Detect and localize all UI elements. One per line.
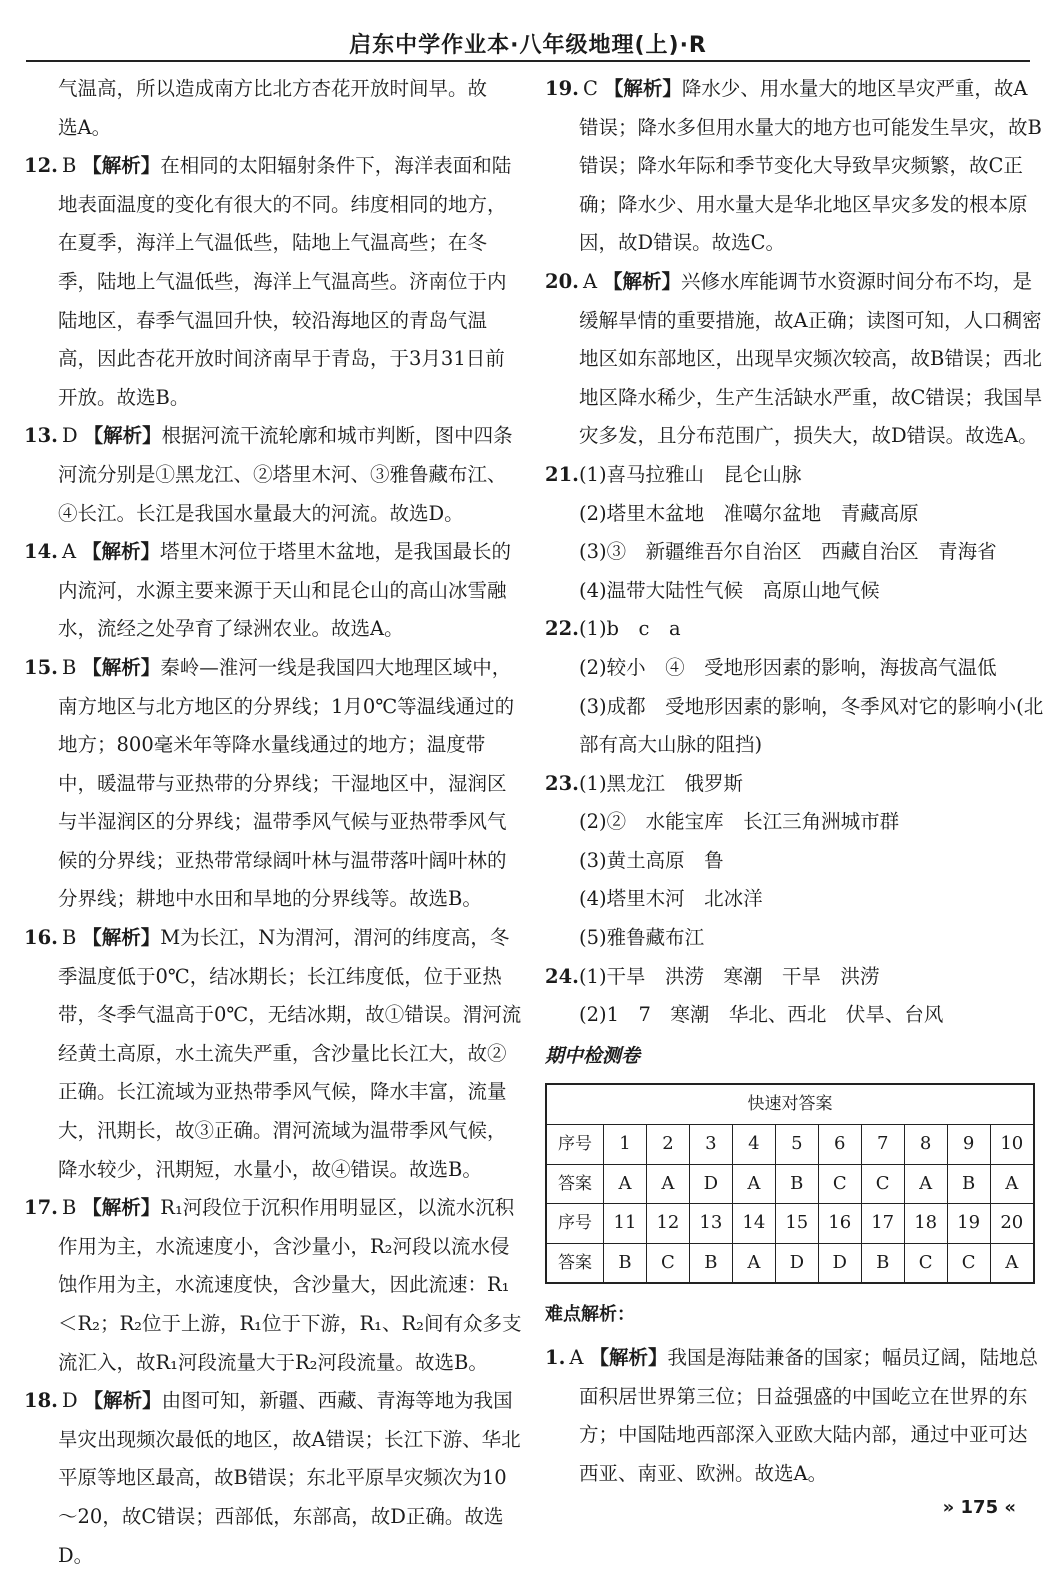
analysis-tag: 【解析】 [83,1389,162,1413]
question-21 [545,456,1045,610]
right-answer-list [545,70,1045,456]
table-caption: 快速对答案 [546,1084,1034,1124]
row-header: 答案 [546,1243,604,1283]
quick-answer-table [545,1083,1035,1284]
table-cell: 4 [732,1125,775,1165]
row-header: 序号 [546,1125,604,1165]
question-number: 24. [545,964,579,988]
answer-item [545,263,1045,456]
analysis-text: 秦岭—淮河一线是我国四大地理区域中，南方地区与北方地区的分界线；1月0℃等温线通过的地方；800毫米年等降水量线通过的地方；温度带中，暖温带与亚热带的分界线；干湿地区中，湿润区与半湿润区的分界线；温带季风气候与亚热带季风气候的分界线；亚热带常绿阔叶林与温带落叶阔叶林的分界线；耕地中水田和旱地的分界线等。故选B。 [58,655,515,911]
left-column [24,70,524,1575]
answer-line: (4)温带大陆性气候 高原山地气候 [579,578,880,602]
question-number: 20. [545,269,579,293]
table-cell: 6 [818,1125,861,1165]
question-number: 19. [545,77,579,100]
table-cell: 5 [775,1125,818,1165]
row-header: 序号 [546,1204,604,1244]
answer-letter: B [61,655,77,679]
analysis-text: 兴修水库能调节水资源时间分布不均，是缓解旱情的重要措施，故A正确；读图可知，人口稠密地区如东部地区，出现旱灾频次较高，故B错误；西北地区降水稀少，生产生活缺水严重，故C错误；我国旱灾多发，且分布范围广，损失大，故D错误。故选A。 [579,269,1043,448]
table-cell: 1 [604,1125,647,1165]
analysis-tag: 【解析】 [82,655,161,679]
question-number: 22. [545,617,579,641]
table-cell: 16 [818,1204,861,1244]
table-row [546,1243,1034,1283]
question-number: 18. [24,1389,58,1413]
table-cell: B [604,1243,647,1283]
analysis-tag: 【解析】 [82,926,161,950]
table-cell: 13 [689,1204,732,1244]
table-cell: C [646,1243,689,1283]
table-cell: A [732,1243,775,1283]
table-cell: D [689,1164,732,1204]
question-number: 16. [24,926,58,950]
answer-line: (2)1 7 寒潮 华北、西北 伏旱、台风 [579,1003,944,1027]
question-number: 13. [24,424,58,448]
table-cell: A [646,1164,689,1204]
answer-item [24,147,524,417]
analysis-text: 根据河流干流轮廓和城市判断，图中四条河流分别是①黑龙江、②塔里木河、③雅鲁藏布江、④长江。长江是我国水量最大的河流。故选D。 [58,424,513,525]
analysis-tag: 【解析】 [82,154,161,178]
table-cell: A [990,1164,1034,1204]
table-cell: 3 [689,1125,732,1165]
left-answer-list [24,147,524,1575]
answer-line: (1)b c a [578,617,681,641]
question-number: 23. [545,771,579,795]
answer-line: (2)较小 ④ 受地形因素的影响，海拔高气温低 [579,655,997,679]
table-cell: B [689,1243,732,1283]
table-cell: 11 [604,1204,647,1244]
difficult-analysis-title: 难点解析： [545,1304,635,1326]
analysis-text: 由图可知，新疆、西藏、青海等地为我国旱灾出现频次最低的地区，故A错误；长江下游、华北平原等地区最高，故B错误；东北平原旱灾频次为10～20，故C错误；西部低，东部高，故D正确。故选D。 [58,1389,521,1567]
answer-line: (2)② 水能宝库 长江三角洲城市群 [579,810,900,834]
question-number: 1. [545,1346,566,1369]
answer-line: (3)成都 受地形因素的影响，冬季风对它的影响小(北部有高大山脉的阻挡) [579,694,1044,757]
answer-line: (5)雅鲁藏布江 [579,926,705,950]
answer-line: (3)③ 新疆维吾尔自治区 西藏自治区 青海省 [579,540,997,564]
answer-item [24,919,524,1189]
table-row [546,1204,1034,1244]
row-header: 答案 [546,1164,604,1204]
table-cell: C [947,1243,990,1283]
table-row [546,1164,1034,1204]
answer-item [24,417,524,533]
page-header: 启东中学作业本·八年级地理(上)·R [349,33,707,58]
intro-line: 选A。 [58,115,112,139]
table-cell: 17 [861,1204,904,1244]
section-title: 期中检测卷 [545,1044,641,1067]
table-row [546,1125,1034,1165]
table-cell: 15 [775,1204,818,1244]
intro-line: 气温高，所以造成南方比北方杏花开放时间早。故 [58,77,488,100]
question-number: 21. [545,462,579,486]
question-22 [545,610,1045,764]
answer-letter: C [582,77,598,100]
table-cell: C [861,1164,904,1204]
answer-item [545,1339,1045,1493]
question-number: 17. [24,1196,58,1220]
answer-letter: A [569,1346,584,1369]
table-cell: 18 [904,1204,947,1244]
table-cell: 8 [904,1125,947,1165]
table-cell: A [904,1164,947,1204]
answer-line: (1)干旱 洪涝 寒潮 干旱 洪涝 [578,964,880,988]
difficult-analysis-list [545,1339,1045,1493]
table-cell: B [861,1243,904,1283]
table-cell: A [732,1164,775,1204]
table-cell: D [775,1243,818,1283]
table-cell: 2 [646,1125,689,1165]
answer-item [24,1382,524,1575]
answer-item [24,533,524,649]
answer-letter: B [61,926,77,950]
answer-letter: A [61,540,77,564]
answer-line: (2)塔里木盆地 准噶尔盆地 青藏高原 [579,501,919,525]
analysis-text: 降水少、用水量大的地区旱灾严重，故A错误；降水多但用水量大的地方也可能发生旱灾，故B错误；降水年际和季节变化大导致旱灾频繁，故C正确；降水少、用水量大是华北地区旱灾多发的根本原因，故D错误。故选C。 [579,77,1042,255]
question-number: 12. [24,154,58,178]
analysis-text: R₁河段位于沉积作用明显区，以流水沉积作用为主，水流速度小，含沙量小，R₂河段以流水侵蚀作用为主，水流速度快，含沙量大，因此流速：R₁＜R₂；R₂位于上游，R₁位于下游，R₁、R₂间有众多支流汇入，故R₁河段流量大于R₂河段流量。故选B。 [58,1196,522,1374]
right-column [545,70,1045,1493]
table-cell: A [990,1243,1034,1283]
analysis-tag: 【解析】 [589,1346,668,1369]
analysis-text: 我国是海陆兼备的国家；幅员辽阔，陆地总面积居世界第三位；日益强盛的中国屹立在世界的东方；中国陆地西部深入亚欧大陆内部，通过中亚可达西亚、南亚、欧洲。故选A。 [579,1346,1038,1485]
analysis-tag: 【解析】 [82,1196,161,1220]
table-cell: 7 [861,1125,904,1165]
table-cell: D [818,1243,861,1283]
question-number: 15. [24,655,58,679]
answer-line: (1)喜马拉雅山 昆仑山脉 [578,462,802,486]
analysis-tag: 【解析】 [83,424,162,448]
answer-line: (3)黄土高原 鲁 [579,848,724,872]
answer-letter: B [61,154,77,178]
table-cell: C [818,1164,861,1204]
analysis-tag: 【解析】 [603,269,682,293]
question-23 [545,765,1045,958]
table-cell: 10 [990,1125,1034,1165]
table-cell: 19 [947,1204,990,1244]
answer-item [24,649,524,919]
table-cell: 12 [646,1204,689,1244]
page-number: » 175 « [942,1497,1016,1518]
table-cell: A [604,1164,647,1204]
table-cell: 14 [732,1204,775,1244]
analysis-text: M为长江，N为渭河，渭河的纬度高，冬季温度低于0℃，结冰期长；长江纬度低，位于亚热带，冬季气温高于0℃，无结冰期，故①错误。渭河流经黄土高原，水土流失严重，含沙量比长江大，故②正确。长江流域为亚热带季风气候，降水丰富，流量大，汛期长，故③正确。渭河流域为温带季风气候，降水较少，汛期短，水量小，故④错误。故选B。 [58,926,522,1181]
analysis-text: 塔里木河位于塔里木盆地，是我国最长的内流河，水源主要来源于天山和昆仑山的高山冰雪融水，流经之处孕育了绿洲农业。故选A。 [58,540,512,641]
answer-item [24,1189,524,1382]
answer-letter: A [582,269,598,293]
table-cell: 9 [947,1125,990,1165]
analysis-tag: 【解析】 [603,77,682,100]
question-24 [545,958,1045,1035]
table-cell: B [775,1164,818,1204]
table-cell: C [904,1243,947,1283]
header-rule [26,60,1030,62]
analysis-text: 在相同的太阳辐射条件下，海洋表面和陆地表面温度的变化有很大的不同。纬度相同的地方，在夏季，海洋上气温低些，陆地上气温高些；在冬季，陆地上气温低些，海洋上气温高些。济南位于内陆地区，春季气温回升快，较沿海地区的青岛气温高，因此杏花开放时间济南早于青岛，于3月31日前开放。故选B。 [58,154,512,409]
answer-item [545,70,1045,263]
answer-line: (1)黑龙江 俄罗斯 [578,771,744,795]
table-cell: 20 [990,1204,1034,1244]
answer-line: (4)塔里木河 北冰洋 [579,887,763,911]
answer-letter: D [61,424,78,448]
answer-letter: D [61,1389,78,1413]
table-cell: B [947,1164,990,1204]
answer-letter: B [61,1196,77,1220]
question-number: 14. [24,540,58,564]
analysis-tag: 【解析】 [82,540,161,564]
